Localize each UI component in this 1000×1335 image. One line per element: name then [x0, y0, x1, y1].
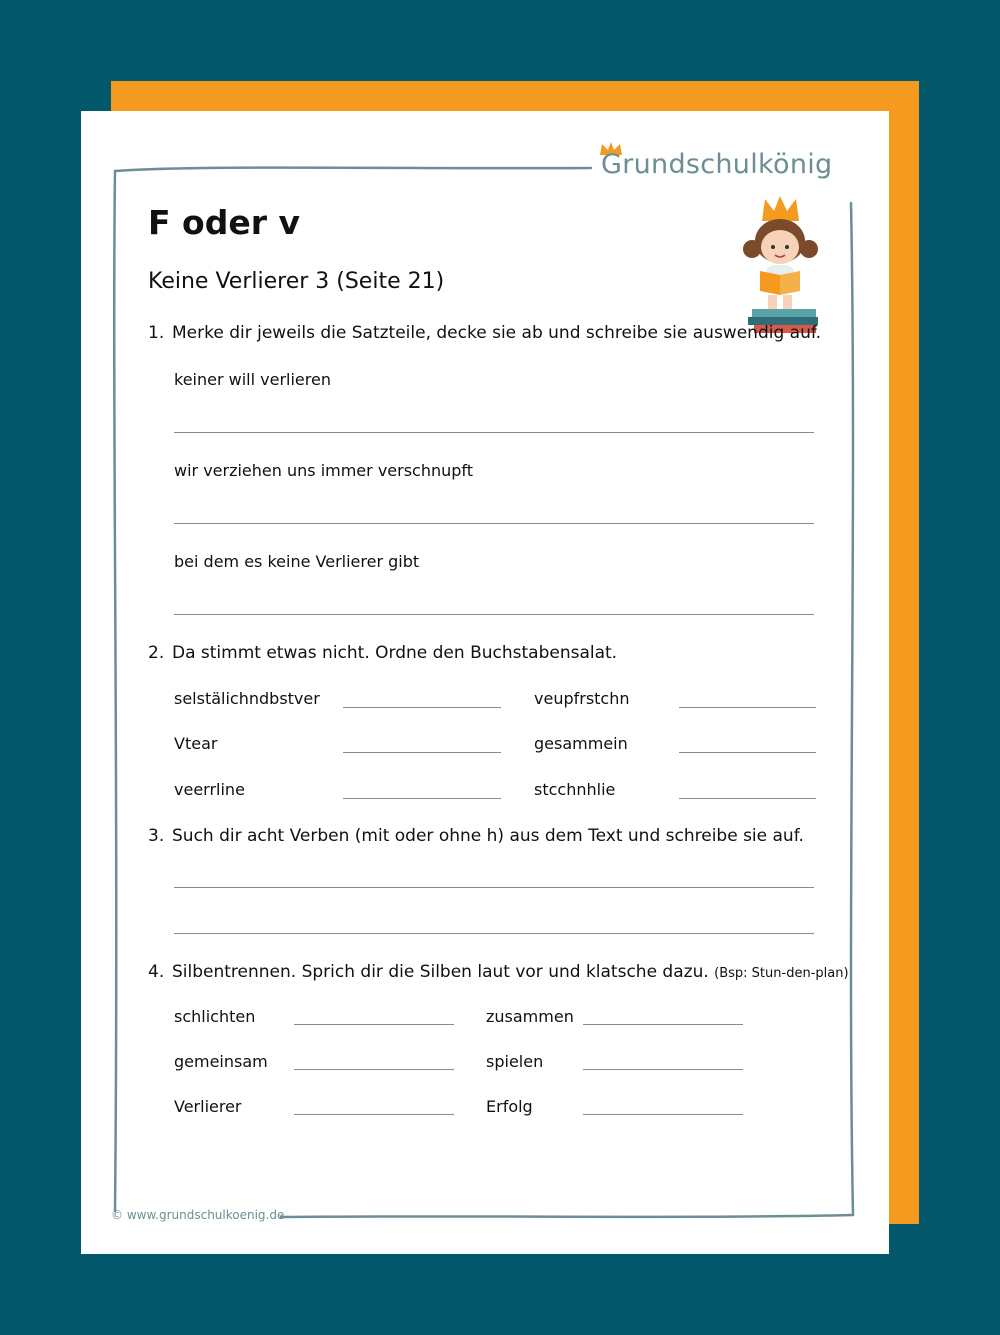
- answer-line[interactable]: [294, 1069, 454, 1070]
- task1-phrase-3: bei dem es keine Verlierer gibt: [174, 552, 420, 571]
- answer-line[interactable]: [679, 707, 816, 708]
- answer-line[interactable]: [294, 1114, 454, 1115]
- task-example: (Bsp: Stun-den-plan): [714, 966, 849, 981]
- syllable-word: zusammen: [486, 1007, 574, 1026]
- scrambled-word: selstälichndbstver: [174, 689, 320, 708]
- answer-line[interactable]: [583, 1114, 743, 1115]
- reading-girl-illustration: [738, 191, 823, 341]
- task-2-instruction: [148, 643, 617, 663]
- writing-line[interactable]: [174, 933, 814, 934]
- syllable-word: Verlierer: [174, 1097, 242, 1116]
- scrambled-word: veupfrstchn: [534, 689, 630, 708]
- answer-line[interactable]: [583, 1069, 743, 1070]
- answer-line[interactable]: [343, 752, 501, 753]
- answer-line[interactable]: [679, 798, 816, 799]
- page-title: F oder v: [148, 203, 300, 242]
- writing-line[interactable]: [174, 887, 814, 888]
- answer-line[interactable]: [583, 1024, 743, 1025]
- answer-line[interactable]: [343, 707, 501, 708]
- task-number: 3.: [148, 826, 165, 846]
- scrambled-word: gesammein: [534, 734, 628, 753]
- task-1-instruction: [148, 323, 821, 343]
- task-4-instruction: [148, 962, 849, 982]
- task-number: 2.: [148, 643, 165, 663]
- brand-logo[interactable]: Grundschulkönig: [601, 149, 833, 180]
- syllable-word: Erfolg: [486, 1097, 533, 1116]
- task-number: 4.: [148, 962, 165, 982]
- footer-url[interactable]: © www.grundschulkoenig.de: [111, 1208, 285, 1222]
- answer-line[interactable]: [679, 752, 816, 753]
- scrambled-word: Vtear: [174, 734, 218, 753]
- task-text: Da stimmt etwas nicht. Ordne den Buchstabensalat.: [172, 643, 618, 663]
- answer-line[interactable]: [343, 798, 501, 799]
- writing-line[interactable]: [174, 432, 814, 433]
- task1-phrase-1: keiner will verlieren: [174, 370, 331, 389]
- page-subtitle: Keine Verlierer 3 (Seite 21): [148, 269, 445, 294]
- scrambled-word: stcchnhlie: [534, 780, 616, 799]
- scrambled-word: veerrline: [174, 780, 245, 799]
- task-text: Merke dir jeweils die Satzteile, decke sie ab und schreibe sie auswendig auf.: [172, 323, 821, 343]
- task-number: 1.: [148, 323, 165, 343]
- syllable-word: gemeinsam: [174, 1052, 268, 1071]
- syllable-word: spielen: [486, 1052, 544, 1071]
- syllable-word: schlichten: [174, 1007, 256, 1026]
- task-text: Silbentrennen. Sprich dir die Silben laut vor und klatsche dazu.: [172, 962, 709, 982]
- writing-line[interactable]: [174, 523, 814, 524]
- worksheet-page: [81, 111, 889, 1254]
- task-3-instruction: [148, 826, 804, 846]
- writing-line[interactable]: [174, 614, 814, 615]
- task1-phrase-2: wir verziehen uns immer verschnupft: [174, 461, 474, 480]
- answer-line[interactable]: [294, 1024, 454, 1025]
- task-text: Such dir acht Verben (mit oder ohne h) aus dem Text und schreibe sie auf.: [172, 826, 804, 846]
